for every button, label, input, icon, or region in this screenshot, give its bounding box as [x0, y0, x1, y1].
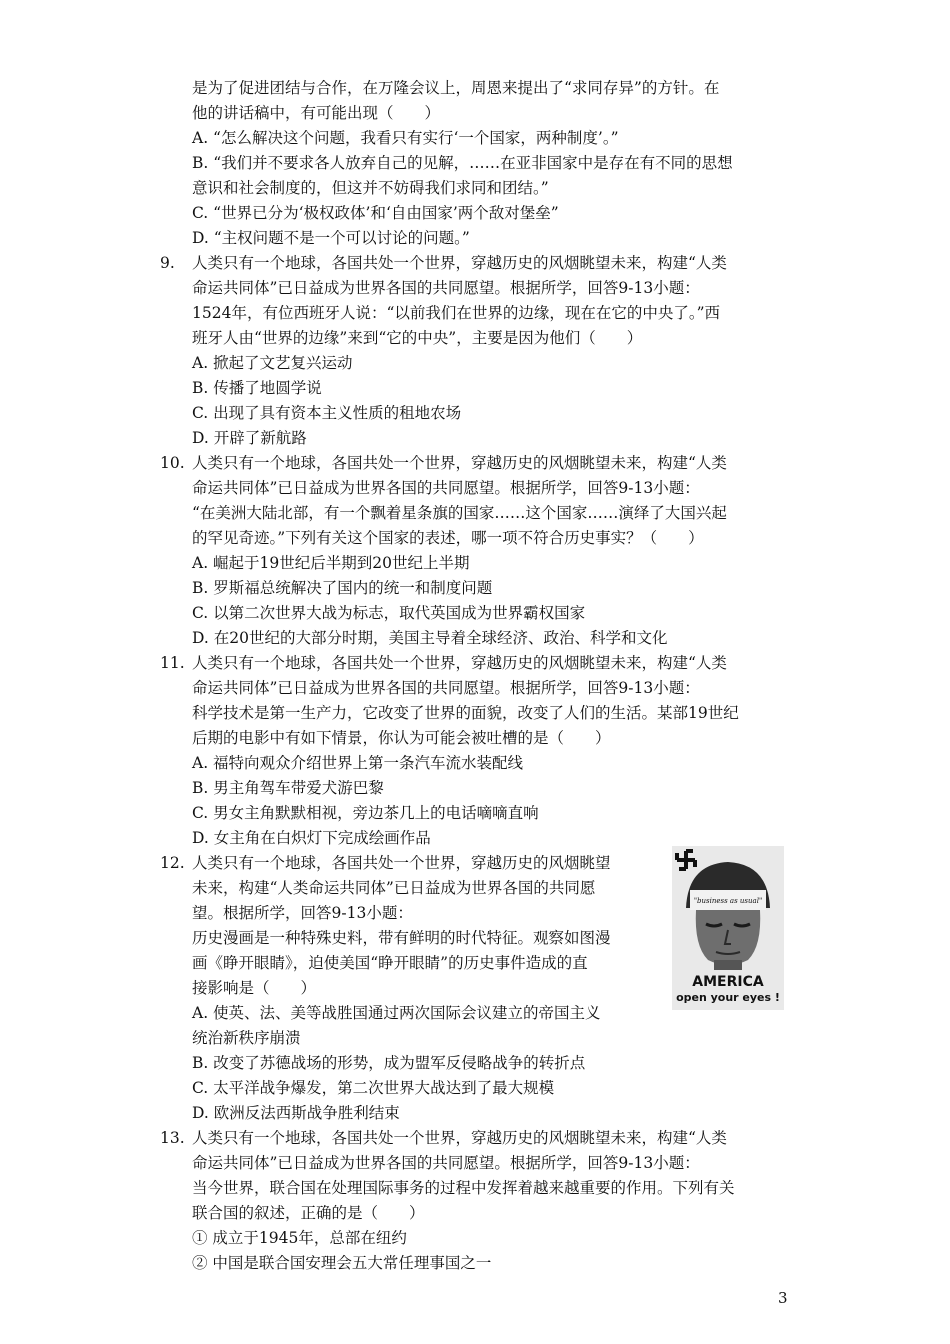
q10-option-d: D. 在20世纪的大部分时期，美国主导着全球经济、政治、科学和文化 — [192, 629, 668, 647]
q12-text-line: 画《睁开眼睛》，迫使美国“睁开眼睛”的历史事件造成的直 — [192, 954, 588, 972]
q9-text-line: 班牙人由“世界的边缘”来到“它的中央”，主要是因为他们（ ） — [192, 329, 643, 347]
q11-option-d: D. 女主角在白炽灯下完成绘画作品 — [192, 829, 431, 847]
cartoon-band-caption: "business as usual" — [693, 897, 763, 905]
q11-option-a: A. 福特向观众介绍世界上第一条汽车流水装配线 — [192, 754, 524, 772]
q11-option-b: B. 男主角驾车带爱犬游巴黎 — [192, 779, 384, 797]
cartoon-title: AMERICA — [692, 974, 764, 990]
q13-item-2: ② 中国是联合国安理会五大常任理事国之一 — [192, 1254, 492, 1272]
q10-text-line: “在美洲大陆北部，有一个飘着星条旗的国家……这个国家……演绎了大国兴起 — [192, 504, 727, 522]
q9-number: 9. — [160, 254, 175, 272]
q8-option-c: C. “世界已分为‘极权政体’和‘自由国家’两个敌对堡垒” — [192, 204, 559, 222]
q9-text-line: 1524年，有位西班牙人说：“以前我们在世界的边缘，现在在它的中央了。”西 — [192, 304, 721, 322]
q12-option-c: C. 太平洋战争爆发，第二次世界大战达到了最大规模 — [192, 1079, 555, 1097]
q12-text-line: 历史漫画是一种特殊史料，带有鲜明的时代特征。观察如图漫 — [192, 929, 611, 947]
q10-text-line: 的罕见奇迹。”下列有关这个国家的表述，哪一项不符合历史事实？（ ） — [192, 529, 704, 547]
q9-text-line: 人类只有一个地球，各国共处一个世界，穿越历史的风烟眺望未来，构建“人类 — [192, 254, 727, 272]
q12-text-line: 接影响是（ ） — [192, 979, 317, 997]
cartoon-subtitle: open your eyes ! — [676, 991, 780, 1004]
cartoon-drawing — [672, 846, 784, 1010]
q8-option-d: D. “主权问题不是一个可以讨论的问题。” — [192, 229, 470, 247]
q12-option-b: B. 改变了苏德战场的形势，成为盟军反侵略战争的转折点 — [192, 1054, 586, 1072]
q12-option-d: D. 欧洲反法西斯战争胜利结束 — [192, 1104, 400, 1122]
q8-text-line: 是为了促进团结与合作，在万隆会议上，周恩来提出了“求同存异”的方针。在 — [192, 79, 720, 97]
q13-text-line: 联合国的叙述，正确的是（ ） — [192, 1204, 425, 1222]
face-shape — [696, 910, 761, 965]
q13-text-line: 人类只有一个地球，各国共处一个世界，穿越历史的风烟眺望未来，构建“人类 — [192, 1129, 727, 1147]
q9-option-c: C. 出现了具有资本主义性质的租地农场 — [192, 404, 462, 422]
q11-number: 11. — [160, 654, 185, 672]
q10-text-line: 人类只有一个地球，各国共处一个世界，穿越历史的风烟眺望未来，构建“人类 — [192, 454, 727, 472]
q12-number: 12. — [160, 854, 185, 872]
q12-option-a-cont: 统治新秩序崩溃 — [192, 1029, 301, 1047]
q10-option-a: A. 崛起于19世纪后半期到20世纪上半期 — [192, 554, 470, 572]
neck-shape — [714, 960, 742, 970]
q13-text-line: 命运共同体”已日益成为世界各国的共同愿望。根据所学，回答9-13小题： — [192, 1154, 700, 1172]
q12-text-line: 望。根据所学，回答9-13小题： — [192, 904, 413, 922]
q9-option-a: A. 掀起了文艺复兴运动 — [192, 354, 353, 372]
q11-text-line: 命运共同体”已日益成为世界各国的共同愿望。根据所学，回答9-13小题： — [192, 679, 700, 697]
q13-number: 13. — [160, 1129, 185, 1147]
q12-text-line: 未来，构建“人类命运共同体”已日益成为世界各国的共同愿 — [192, 879, 596, 897]
q11-text-line: 后期的电影中有如下情景，你认为可能会被吐槽的是（ ） — [192, 729, 611, 747]
q9-option-d: D. 开辟了新航路 — [192, 429, 307, 447]
q8-text-line: 他的讲话稿中，有可能出现（ ） — [192, 104, 441, 122]
q9-text-line: 命运共同体”已日益成为世界各国的共同愿望。根据所学，回答9-13小题： — [192, 279, 700, 297]
cartoon-open-your-eyes-image — [672, 846, 784, 1010]
q12-text-line: 人类只有一个地球，各国共处一个世界，穿越历史的风烟眺望 — [192, 854, 611, 872]
q13-item-1: ① 成立于1945年，总部在纽约 — [192, 1229, 407, 1247]
q10-option-b: B. 罗斯福总统解决了国内的统一和制度问题 — [192, 579, 493, 597]
q10-text-line: 命运共同体”已日益成为世界各国的共同愿望。根据所学，回答9-13小题： — [192, 479, 700, 497]
q11-option-c: C. 男女主角默默相视，旁边茶几上的电话嘀嘀直响 — [192, 804, 539, 822]
q13-text-line: 当今世界，联合国在处理国际事务的过程中发挥着越来越重要的作用。下列有关 — [192, 1179, 735, 1197]
q12-option-a: A. 使英、法、美等战胜国通过两次国际会议建立的帝国主义 — [192, 1004, 601, 1022]
q10-number: 10. — [160, 454, 185, 472]
q8-option-b-cont: 意识和社会制度的，但这并不妨碍我们求同和团结。” — [192, 179, 549, 197]
q11-text-line: 人类只有一个地球，各国共处一个世界，穿越历史的风烟眺望未来，构建“人类 — [192, 654, 727, 672]
page-number: 3 — [778, 1289, 788, 1307]
q11-text-line: 科学技术是第一生产力，它改变了世界的面貌，改变了人们的生活。某部19世纪 — [192, 704, 739, 722]
q8-option-b: B. “我们并不要求各人放弃自己的见解，……在亚非国家中是存在有不同的思想 — [192, 154, 733, 172]
q9-option-b: B. 传播了地圆学说 — [192, 379, 322, 397]
q10-option-c: C. 以第二次世界大战为标志，取代英国成为世界霸权国家 — [192, 604, 586, 622]
q8-option-a: A. “怎么解决这个问题，我看只有实行‘一个国家，两种制度’。” — [192, 129, 619, 147]
